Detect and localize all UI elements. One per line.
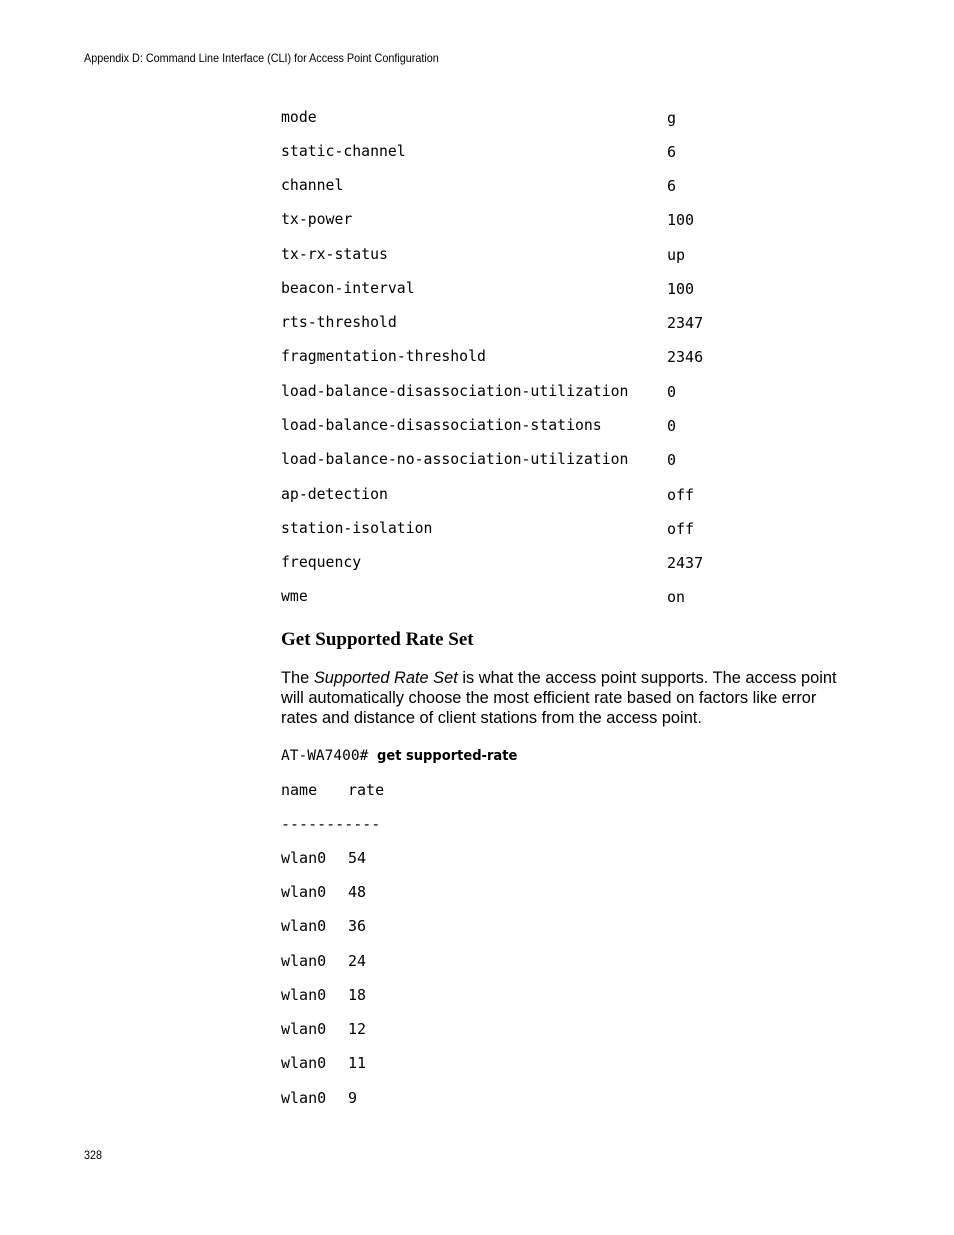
setting-key: ap-detection: [281, 486, 388, 503]
section-paragraph: [281, 668, 851, 728]
rate-row-rate: 9: [348, 1089, 358, 1107]
setting-value: 100: [667, 280, 695, 298]
rate-table-divider: -----------: [281, 815, 381, 833]
rate-row-name: wlan0: [281, 917, 327, 935]
rate-header-name: name: [281, 781, 318, 799]
rate-row-name: wlan0: [281, 1054, 327, 1072]
paragraph-text: The: [281, 669, 314, 687]
setting-row-mode: [281, 108, 677, 128]
setting-key: frequency: [281, 554, 362, 571]
setting-row-lb-disassoc-stations: [281, 416, 677, 436]
rate-row-name: wlan0: [281, 1020, 327, 1038]
setting-row-tx-power: [281, 210, 695, 230]
paragraph-text: is what the access point supports. The access point will automatically choose the most efficient rate based on factors like error rates and distance of client stations from the access point.: [281, 669, 837, 727]
setting-value: 2346: [667, 348, 704, 366]
setting-key: static-channel: [281, 143, 406, 160]
rate-row-rate: 48: [348, 883, 367, 901]
setting-key: beacon-interval: [281, 280, 415, 297]
setting-value: 100: [667, 211, 695, 229]
rate-header-rate: rate: [348, 781, 385, 799]
setting-row-beacon-interval: [281, 279, 695, 299]
rate-row-rate: 12: [348, 1020, 367, 1038]
setting-value: 0: [667, 417, 677, 435]
setting-value: g: [667, 109, 677, 127]
setting-row-lb-no-assoc-utilization: [281, 450, 677, 470]
setting-value: 2437: [667, 554, 704, 572]
table-row: [281, 1019, 367, 1039]
setting-row-lb-disassoc-utilization: [281, 382, 677, 402]
table-row: [281, 848, 367, 868]
setting-row-frequency: [281, 553, 704, 573]
setting-value: 6: [667, 143, 677, 161]
setting-value: 6: [667, 177, 677, 195]
setting-value: off: [667, 486, 695, 504]
section-heading: Get Supported Rate Set: [281, 629, 474, 650]
setting-value: up: [667, 246, 686, 264]
command-text: get supported-rate: [377, 748, 518, 764]
setting-key: channel: [281, 177, 344, 194]
setting-key: tx-rx-status: [281, 246, 388, 263]
rate-row-rate: 18: [348, 986, 367, 1004]
running-header: Appendix D: Command Line Interface (CLI) for Access Point Configuration: [84, 51, 439, 65]
rate-row-name: wlan0: [281, 849, 327, 867]
setting-value: 2347: [667, 314, 704, 332]
table-row: [281, 985, 367, 1005]
rate-row-rate: 24: [348, 952, 367, 970]
rate-row-rate: 11: [348, 1054, 367, 1072]
setting-key: rts-threshold: [281, 314, 397, 331]
table-row: [281, 916, 367, 936]
setting-row-rts-threshold: [281, 313, 704, 333]
setting-row-wme: [281, 587, 686, 607]
setting-row-fragmentation-threshold: [281, 347, 704, 367]
command-line: [281, 746, 517, 766]
rate-table-header: [281, 780, 385, 800]
command-prompt: AT-WA7400#: [281, 748, 378, 764]
rate-row-name: wlan0: [281, 986, 327, 1004]
table-row: [281, 951, 367, 971]
setting-key: tx-power: [281, 211, 353, 228]
setting-row-station-isolation: [281, 519, 695, 539]
rate-row-name: wlan0: [281, 1089, 327, 1107]
setting-key: load-balance-disassociation-stations: [281, 417, 602, 434]
setting-row-channel: [281, 176, 677, 196]
setting-row-static-channel: [281, 142, 677, 162]
paragraph-term: Supported Rate Set: [313, 669, 458, 687]
rate-row-rate: 36: [348, 917, 367, 935]
setting-row-tx-rx-status: [281, 245, 686, 265]
table-row: [281, 1088, 358, 1108]
setting-key: fragmentation-threshold: [281, 348, 486, 365]
setting-value: on: [667, 588, 686, 606]
setting-key: mode: [281, 109, 317, 126]
setting-value: 0: [667, 451, 677, 469]
setting-key: wme: [281, 588, 308, 605]
setting-key: load-balance-disassociation-utilization: [281, 383, 629, 400]
setting-value: 0: [667, 383, 677, 401]
rate-row-rate: 54: [348, 849, 367, 867]
setting-row-ap-detection: [281, 485, 695, 505]
setting-key: load-balance-no-association-utilization: [281, 451, 629, 468]
page-number: 328: [84, 1148, 103, 1162]
rate-row-name: wlan0: [281, 883, 327, 901]
table-row: [281, 882, 367, 902]
rate-row-name: wlan0: [281, 952, 327, 970]
table-row: [281, 1053, 367, 1073]
setting-key: station-isolation: [281, 520, 433, 537]
setting-value: off: [667, 520, 695, 538]
